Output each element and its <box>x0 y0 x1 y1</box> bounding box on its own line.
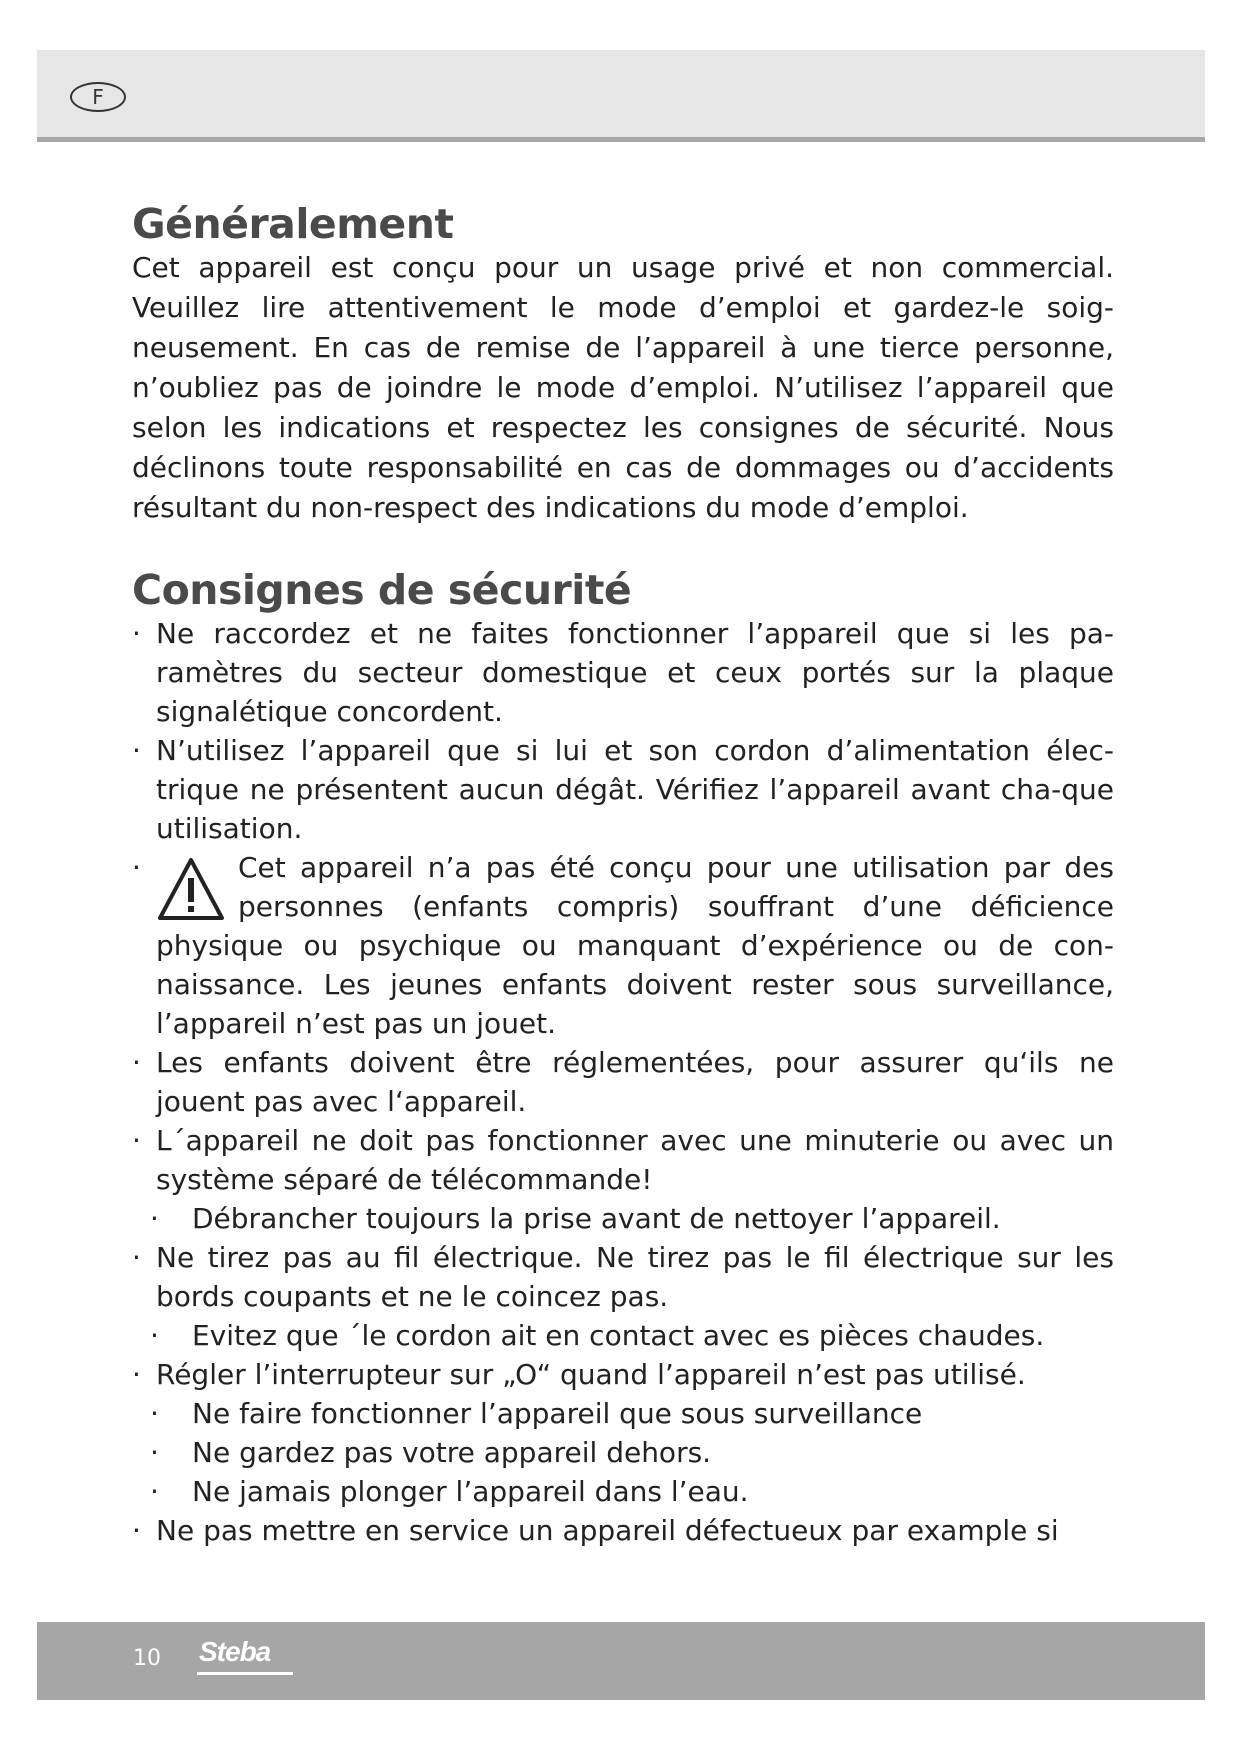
list-item-text: L´appareil ne doit pas fonctionner avec une minuterie ou avec un système séparé de télécommande! <box>156 1124 1114 1196</box>
bullet: · <box>150 1397 159 1430</box>
list-item <box>132 731 1114 848</box>
bullet: · <box>132 617 141 650</box>
list-item <box>132 1043 1114 1121</box>
page-content <box>132 200 1114 1550</box>
list-item-text: Les enfants doivent être réglementées, pour assurer qu‘ils ne jouent pas avec l‘appareil. <box>156 1046 1114 1118</box>
list-item <box>132 1472 1114 1511</box>
bullet: · <box>132 1241 141 1274</box>
page-header <box>37 50 1205 142</box>
bullet: · <box>132 1124 141 1157</box>
list-item-text: Ne jamais plonger l’appareil dans l’eau. <box>192 1475 749 1508</box>
language-badge: F <box>70 82 126 112</box>
page-footer <box>37 1622 1205 1700</box>
bullet: · <box>150 1202 159 1235</box>
list-item-text: Ne tirez pas au fil électrique. Ne tirez pas le fil électrique sur les bords coupants et ne le coincez pas. <box>156 1241 1114 1313</box>
bullet: · <box>150 1475 159 1508</box>
list-item-text: Ne raccordez et ne faites fonctionner l’appareil que si les pa-ramètres du secteur domestique et ceux portés sur la plaque signalétique concordent. <box>156 617 1114 728</box>
list-item-text: Ne pas mettre en service un appareil défectueux par example si <box>156 1514 1059 1547</box>
list-item <box>132 1394 1114 1433</box>
safety-list <box>132 614 1114 1550</box>
list-item <box>132 1511 1114 1550</box>
list-item <box>132 1238 1114 1316</box>
warning-triangle-icon <box>156 856 226 922</box>
section-title-safety: Consignes de sécurité <box>132 566 632 614</box>
list-item <box>132 1316 1114 1355</box>
list-item-warning <box>132 848 1114 1043</box>
page-number: 10 <box>133 1646 161 1671</box>
bullet: · <box>150 1436 159 1469</box>
section-title-general: Généralement <box>132 200 454 248</box>
list-item-text: Evitez que ´le cordon ait en contact avec es pièces chaudes. <box>192 1319 1045 1352</box>
list-item <box>132 1433 1114 1472</box>
bullet: · <box>132 1358 141 1391</box>
list-item-text: Débrancher toujours la prise avant de nettoyer l’appareil. <box>192 1202 1001 1235</box>
list-item <box>132 1199 1114 1238</box>
brand-logo-underline <box>197 1672 293 1675</box>
list-item <box>132 614 1114 731</box>
bullet: · <box>132 1046 141 1079</box>
list-item-text: Ne faire fonctionner l’appareil que sous surveillance <box>192 1397 923 1430</box>
bullet: · <box>132 1514 141 1547</box>
list-item <box>132 1121 1114 1199</box>
brand-logo: Steba <box>199 1636 271 1667</box>
list-item-text: Cet appareil n’a pas été conçu pour une utilisation par des personnes (enfants compris) souffrant d’une déficience physique ou psychique ou manquant d’expérience ou de con-naissance. Les jeunes enfants doivent rester sous surveillance, l’appareil n’est pas un jouet. <box>156 851 1114 1040</box>
bullet: · <box>132 851 141 884</box>
bullet: · <box>150 1319 159 1352</box>
bullet: · <box>132 734 141 767</box>
list-item-text: Régler l’interrupteur sur „O“ quand l’appareil n’est pas utilisé. <box>156 1358 1026 1391</box>
general-paragraph: Cet appareil est conçu pour un usage privé et non commercial. Veuillez lire attentivement le mode d’emploi et gardez-le soig-neusement. En cas de remise de l’appareil à une tierce personne, n’oubliez pas de joindre le mode d’emploi. N’utilisez l’appareil que selon les indications et respectez les consignes de sécurité. Nous déclinons toute responsabilité en cas de dommages ou d’accidents résultant du non-respect des indications du mode d’emploi. <box>132 251 1114 524</box>
list-item <box>132 1355 1114 1394</box>
list-item-text: Ne gardez pas votre appareil dehors. <box>192 1436 712 1469</box>
list-item-text: N’utilisez l’appareil que si lui et son cordon d’alimentation élec-trique ne présentent aucun dégât. Vérifiez l’appareil avant cha-que utilisation. <box>156 734 1114 845</box>
